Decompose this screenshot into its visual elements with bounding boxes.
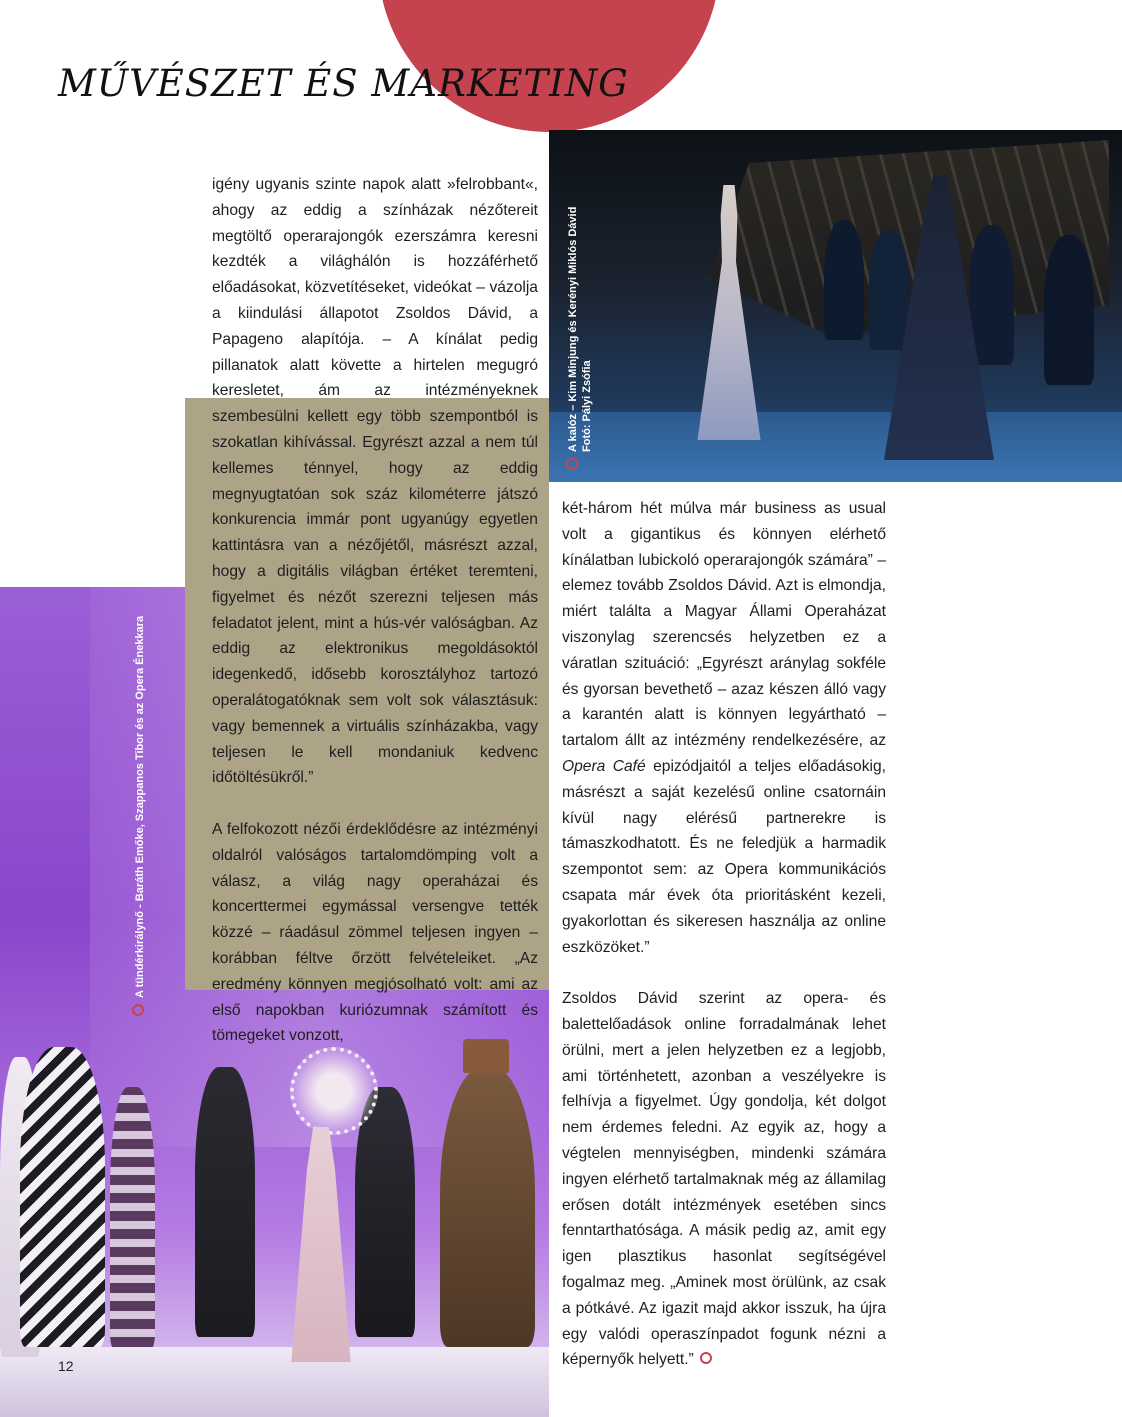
fur-coat-figure (440, 1067, 535, 1347)
caption-line: A tündérkirálynő - Baráth Emőke, Szappanos Tibor és az Opera Énekkara (134, 615, 146, 998)
paragraph-text: két-három hét múlva már business as usual volt a gigantikus és könnyen elérhető kínálatban lubickoló operarajongók számára” – elemez tovább Zsoldos Dávid. Azt is elmondja, miért találta a Magyar Állami Operaházat viszonylag szerencsés helyzetben ez a váratlan szituáció: „Egyrészt aránylag sokféle és gyorsan bevethető – azaz készen álló vagy a karantén alatt is könnyen legyártható – tartalom állt az intézmény rendelkezésére, az (562, 500, 886, 750)
hooded-figure (969, 225, 1014, 365)
fairy-photo-caption (132, 616, 147, 1016)
paragraph (562, 496, 886, 960)
hooded-figure (869, 230, 909, 350)
section-title: MŰVÉSZET ÉS MARKETING (58, 62, 629, 105)
ballet-photo-caption (566, 207, 594, 470)
hooded-figure (824, 220, 864, 340)
paragraph-text: epizódjaitól a teljes előadásokig, másrészt a saját kezelésű online csatornáin kívül nagy elérésű partnerekre is támaszkodhatott. És ne feledjük a harmadik szempontot sem: az Opera kommunikációs csapata már évek óta prioritásként kezeli, gyakorlottan és sikeresen használja az online eszközöket.” (562, 757, 886, 956)
page-number: 12 (58, 1358, 74, 1374)
caption-ring-icon (132, 1004, 144, 1016)
paragraph-text: Zsoldos Dávid szerint az opera- és balettelőadások online forradalmának lehet örülni, mert a jelen helyzetben ez a legjobb, ami történhetett, azonban a veszélyekre is felhívja a figyelmet. Úgy gondolja, két dolgot nem érdemes feledni. Az egyik az, hogy a végtelen mennyiségben, mindenki számára ingyen elérhető tartalmaknak még az államilag erősen dotált intézmények esetében sincs fenntarthatósága. A másik pedig az, amit egy igen plasztikus hasonlat segítségével fogalmaz meg. „Aminek most örülünk, az csak a pótkávé. Az igazit majd akkor isszuk, ha újra egy valódi operaszínpadot fogunk nézni a képernyők helyett.” (562, 990, 886, 1369)
waiter-figure (195, 1067, 255, 1337)
fairy-queen-figure (282, 1127, 360, 1362)
stage-floor (549, 412, 1122, 482)
ballet-photo (549, 130, 1122, 482)
stage-floor (0, 1347, 549, 1417)
crown-headdress (290, 1047, 378, 1135)
article-column-right (562, 496, 886, 1373)
striped-dress-figure (20, 1047, 105, 1347)
show-title: Opera Café (562, 757, 646, 775)
hooded-figure (1044, 235, 1094, 385)
paragraph: A felfokozott nézői érdeklődésre az intézményi oldalról valóságos tartalomdömping volt a válasz, a világ nagy operaházai és koncerttermei egymással versengve tették közzé – ráadásul zömmel teljesen ingyen – korábban féltve őrzött felvételeiket. „Az eredmény könnyen megjósolható volt: ami az első napokban kuriózumnak számított és tömegeket vonzott, (212, 820, 538, 1045)
article-column-left (212, 172, 538, 1049)
caption-ring-icon (566, 458, 578, 470)
paragraph (562, 986, 886, 1373)
paragraph: igény ugyanis szinte napok alatt »felrobbant«, ahogy az eddig a színházak nézőtereit megtöltő operarajongók ezerszámra keresni kezdték a világhálón is hozzáférhető előadásokat, közvetítéseket, videókat – vázolja a kiindulási állapotot Zsoldos Dávid, a Papageno alapítója. – A kínálat pedig pillanatok alatt követte a hirtelen megugró keresletet, ám az intézményeknek szembesülni kellett egy több szempontból is szokatlan kihívással. Egyrészt azzal a nem túl kellemes ténnyel, hogy az eddig megnyugtatóan sok száz kilométerre játszó konkurencia immár pont ugyanúgy egyetlen kattintásra van a nézőjétől, másrészt azzal, hogy a digitális világban értéket teremteni, figyelmet és nézőt szerezni teljesen más feladatot jelent, mint a hús-vér valóságban. Az eddig az elektronikus megoldásoktól idegenkedő, idősebb korosztályhoz tartozó operalátogatóknak sem volt sok választásuk: vagy bemennek a virtuális színházakba, vagy teljesen le kell mondaniuk kedvenc időtöltésükről.” (212, 176, 538, 787)
chorus-figure (110, 1087, 155, 1347)
waiter-figure (355, 1087, 415, 1337)
caption-line: A kalóz – Kim Minjung és Kerényi Miklós Dávid (567, 206, 579, 452)
photo-credit: Fotó: Pályi Zsófia (581, 360, 593, 452)
end-mark-icon (700, 1352, 712, 1364)
